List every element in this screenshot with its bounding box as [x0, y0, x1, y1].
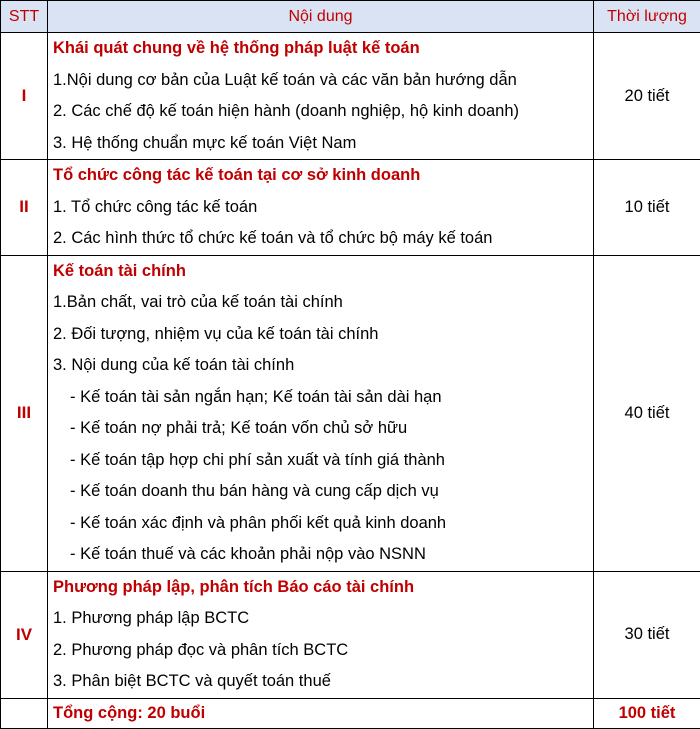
section-row-i	[1, 33, 700, 160]
content-item: 3. Phân biệt BCTC và quyết toán thuế	[48, 666, 593, 698]
content-item: 2. Phương pháp đọc và phân tích BCTC	[48, 635, 593, 667]
section-title: Kế toán tài chính	[48, 256, 593, 288]
header-stt: STT	[1, 1, 48, 33]
content-subitem: - Kế toán doanh thu bán hàng và cung cấp dịch vụ	[48, 476, 593, 508]
header-row	[1, 1, 700, 33]
total-label: Tổng cộng: 20 buổi	[48, 698, 594, 728]
section-content	[48, 33, 594, 160]
content-subitem: - Kế toán tài sản ngắn hạn; Kế toán tài sản dài hạn	[48, 382, 593, 414]
section-title: Khái quát chung về hệ thống pháp luật kế toán	[48, 33, 593, 65]
content-subitem: - Kế toán nợ phải trả; Kế toán vốn chủ sở hữu	[48, 413, 593, 445]
section-row-iii	[1, 255, 700, 571]
section-content	[48, 571, 594, 698]
section-numeral: III	[1, 255, 48, 571]
content-item: 2. Các hình thức tổ chức kế toán và tổ chức bộ máy kế toán	[48, 223, 593, 255]
section-content	[48, 160, 594, 256]
content-item: 1. Tổ chức công tác kế toán	[48, 192, 593, 224]
section-title: Tổ chức công tác kế toán tại cơ sở kinh doanh	[48, 160, 593, 192]
content-item: 1. Phương pháp lập BCTC	[48, 603, 593, 635]
section-duration: 20 tiết	[594, 33, 700, 160]
content-subitem: - Kế toán thuế và các khoản phải nộp vào NSNN	[48, 539, 593, 571]
content-subitem: - Kế toán xác định và phân phối kết quả kinh doanh	[48, 508, 593, 540]
content-item: 1.Bản chất, vai trò của kế toán tài chính	[48, 287, 593, 319]
content-item: 1.Nội dung cơ bản của Luật kế toán và các văn bản hướng dẫn	[48, 65, 593, 97]
total-row	[1, 698, 700, 728]
section-duration: 10 tiết	[594, 160, 700, 256]
header-duration: Thời lượng	[594, 1, 700, 33]
section-content	[48, 255, 594, 571]
total-stt-empty	[1, 698, 48, 728]
section-duration: 30 tiết	[594, 571, 700, 698]
content-item: 2. Đối tượng, nhiệm vụ của kế toán tài chính	[48, 319, 593, 351]
section-title: Phương pháp lập, phân tích Báo cáo tài chính	[48, 572, 593, 604]
section-row-ii	[1, 160, 700, 256]
content-item: 3. Hệ thống chuẩn mực kế toán Việt Nam	[48, 128, 593, 160]
content-subitem: - Kế toán tập hợp chi phí sản xuất và tính giá thành	[48, 445, 593, 477]
content-item: 3. Nội dung của kế toán tài chính	[48, 350, 593, 382]
section-numeral: IV	[1, 571, 48, 698]
content-item: 2. Các chế độ kế toán hiện hành (doanh nghiệp, hộ kinh doanh)	[48, 96, 593, 128]
header-content: Nội dung	[48, 1, 594, 33]
total-duration: 100 tiết	[594, 698, 700, 728]
section-numeral: II	[1, 160, 48, 256]
section-duration: 40 tiết	[594, 255, 700, 571]
section-numeral: I	[1, 33, 48, 160]
section-row-iv	[1, 571, 700, 698]
